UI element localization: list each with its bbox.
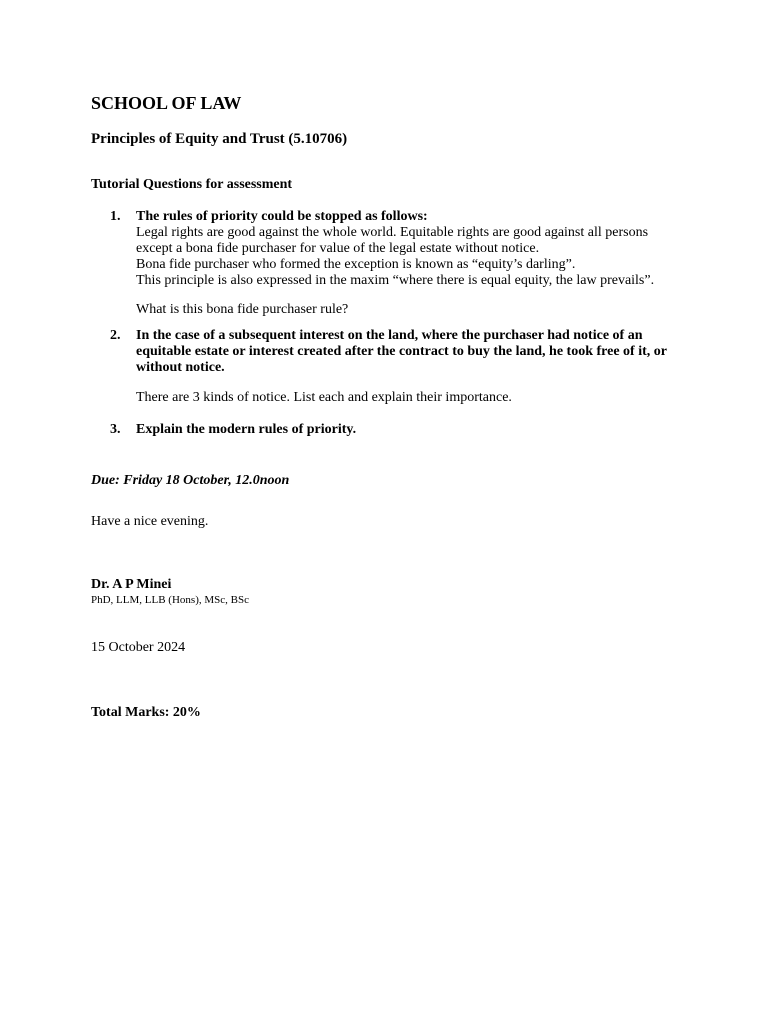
question-3 — [91, 422, 681, 438]
question-number: 3. — [110, 422, 121, 437]
question-text-line: This principle is also expressed in the maxim “where there is equal equity, the law prevails”. — [136, 273, 655, 288]
question-subquestion: There are 3 kinds of notice. List each and explain their importance. — [136, 390, 512, 405]
question-text-line: Bona fide purchaser who formed the exception is known as “equity’s darling”. — [136, 257, 576, 272]
question-heading-line: without notice. — [136, 360, 225, 375]
question-heading-line: equitable estate or interest created after the contract to buy the land, he took free of it, or — [136, 344, 667, 359]
question-text-line: except a bona fide purchaser for value of the legal estate without notice. — [136, 241, 540, 256]
closing-note: Have a nice evening. — [91, 514, 209, 529]
tutorial-heading: Tutorial Questions for assessment — [91, 177, 293, 192]
question-heading: Explain the modern rules of priority. — [136, 422, 357, 437]
document-page — [91, 92, 681, 721]
signature-qualifications: PhD, LLM, LLB (Hons), MSc, BSc — [91, 594, 249, 606]
question-number: 1. — [110, 209, 121, 224]
school-title: SCHOOL OF LAW — [91, 93, 242, 113]
question-2 — [91, 328, 681, 406]
document-date: 15 October 2024 — [91, 640, 186, 655]
question-1 — [91, 209, 681, 318]
signature-name: Dr. A P Minei — [91, 577, 172, 592]
question-text-line: Legal rights are good against the whole world. Equitable rights are good against all persons — [136, 225, 649, 240]
question-list — [91, 209, 681, 438]
due-date: Due: Friday 18 October, 12.0noon — [91, 473, 290, 488]
question-heading: The rules of priority could be stopped as follows: — [136, 209, 428, 224]
question-heading-line: In the case of a subsequent interest on the land, where the purchaser had notice of an — [136, 328, 643, 343]
total-marks: Total Marks: 20% — [91, 705, 201, 720]
question-subquestion: What is this bona fide purchaser rule? — [136, 302, 349, 317]
question-number: 2. — [110, 328, 121, 343]
course-title: Principles of Equity and Trust (5.10706) — [91, 131, 348, 147]
